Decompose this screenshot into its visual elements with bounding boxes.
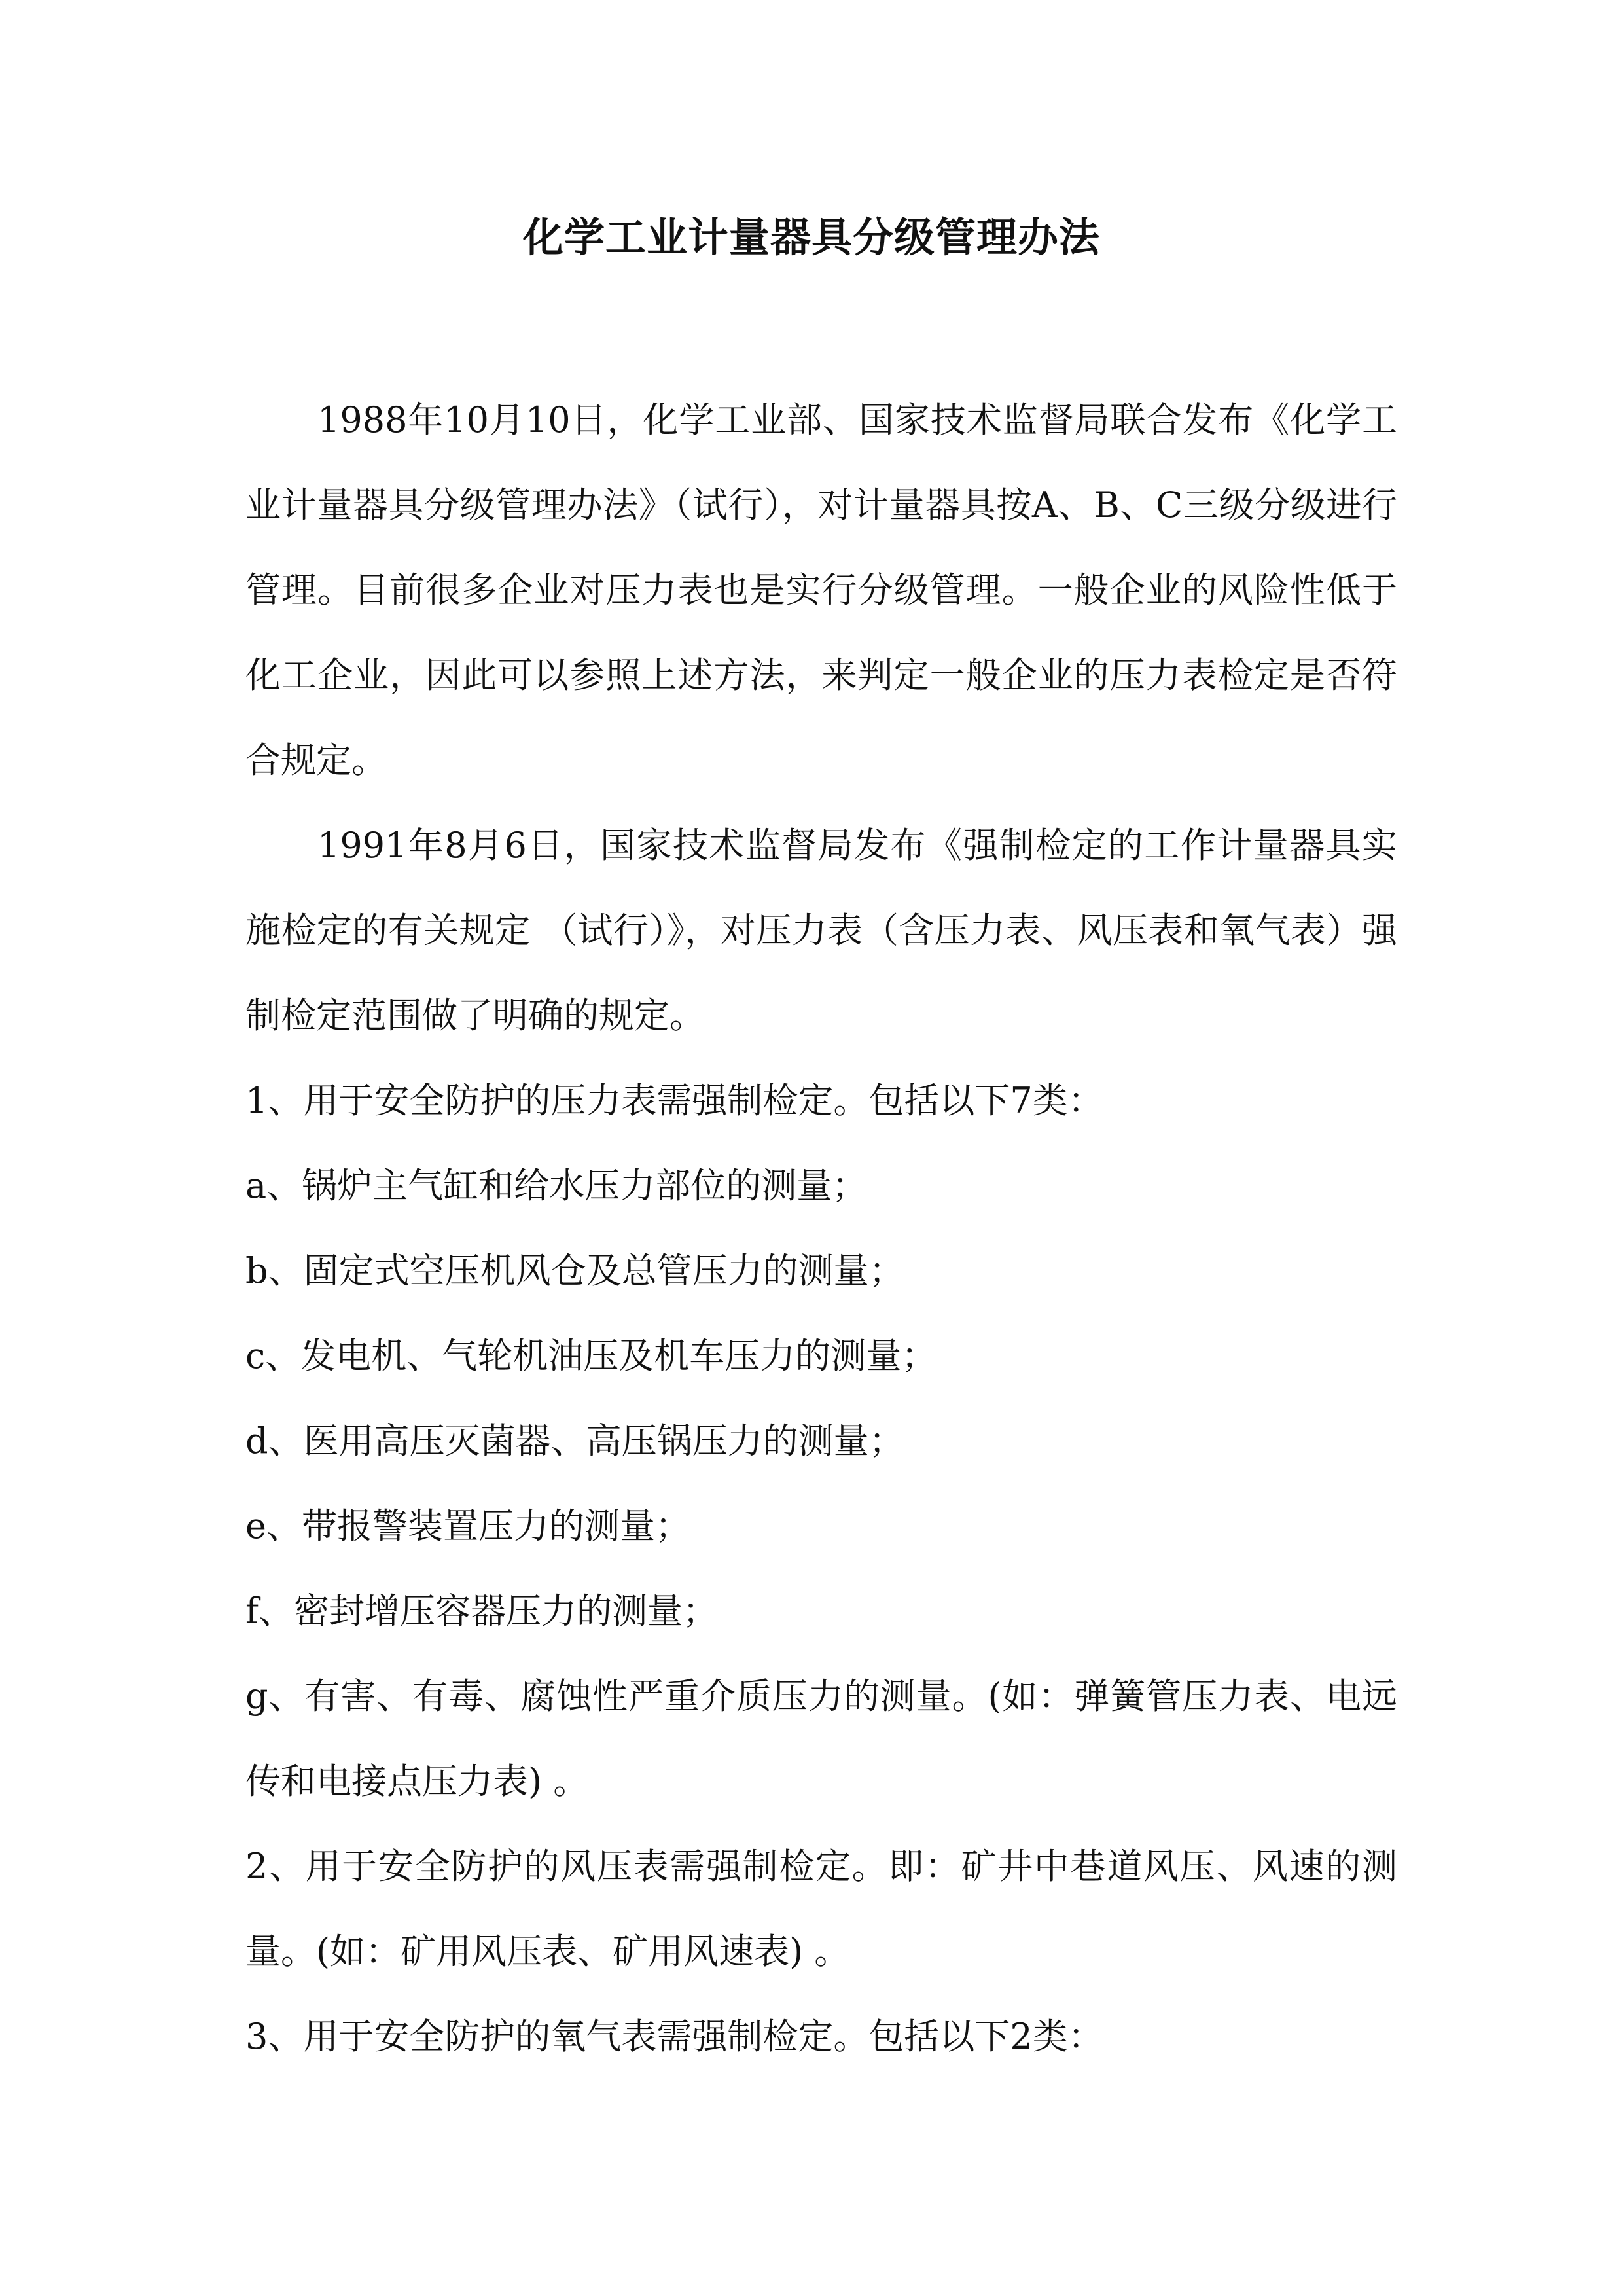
list-item-e: e、带报警装置压力的测量； (245, 1505, 690, 1547)
document-body (245, 378, 1397, 2079)
list-item-d: d、医用高压灭菌器、高压锅压力的测量； (245, 1420, 904, 1462)
document-title: 化学工业计量器具分级管理办法 (522, 213, 1100, 261)
list-item-b: b、固定式空压机风仓及总管压力的测量； (245, 1250, 904, 1291)
list-item-2-wind-pressure-gauges: 2、用于安全防护的风压表需强制检定。即：矿井中巷道风压、风速的测量。(如：矿用风压表、矿用风速表) 。 (245, 1846, 1397, 1972)
list-item-a: a、锅炉主气缸和给水压力部位的测量； (245, 1165, 868, 1206)
list-item-c: c、发电机、气轮机油压及机车压力的测量； (245, 1335, 937, 1376)
paragraph-1991-regulation: 1991年8月6日，国家技术监督局发布《强制检定的工作计量器具实施检定的有关规定 （试行）》，对压力表（含压力表、风压表和氧气表）强制检定范围做了明确的规定。 (245, 825, 1397, 1036)
list-item-g: g、有害、有毒、腐蚀性严重介质压力的测量。(如：弹簧管压力表、电远传和电接点压力表) 。 (245, 1676, 1397, 1802)
list-item-1-pressure-gauges: 1、用于安全防护的压力表需强制检定。包括以下7类： (245, 1080, 1103, 1121)
paragraph-1988-regulation: 1988年10月10日，化学工业部、国家技术监督局联合发布《化学工业计量器具分级管理办法》（试行），对计量器具按A、B、C三级分级进行管理。目前很多企业对压力表也是实行分级管理。一般企业的风险性低于化工企业，因此可以参照上述方法，来判定一般企业的压力表检定是否符合规定。 (245, 399, 1397, 781)
list-item-3-oxygen-gauges: 3、用于安全防护的氧气表需强制检定。包括以下2类： (245, 2016, 1103, 2057)
list-item-f: f、密封增压容器压力的测量； (245, 1590, 718, 1632)
